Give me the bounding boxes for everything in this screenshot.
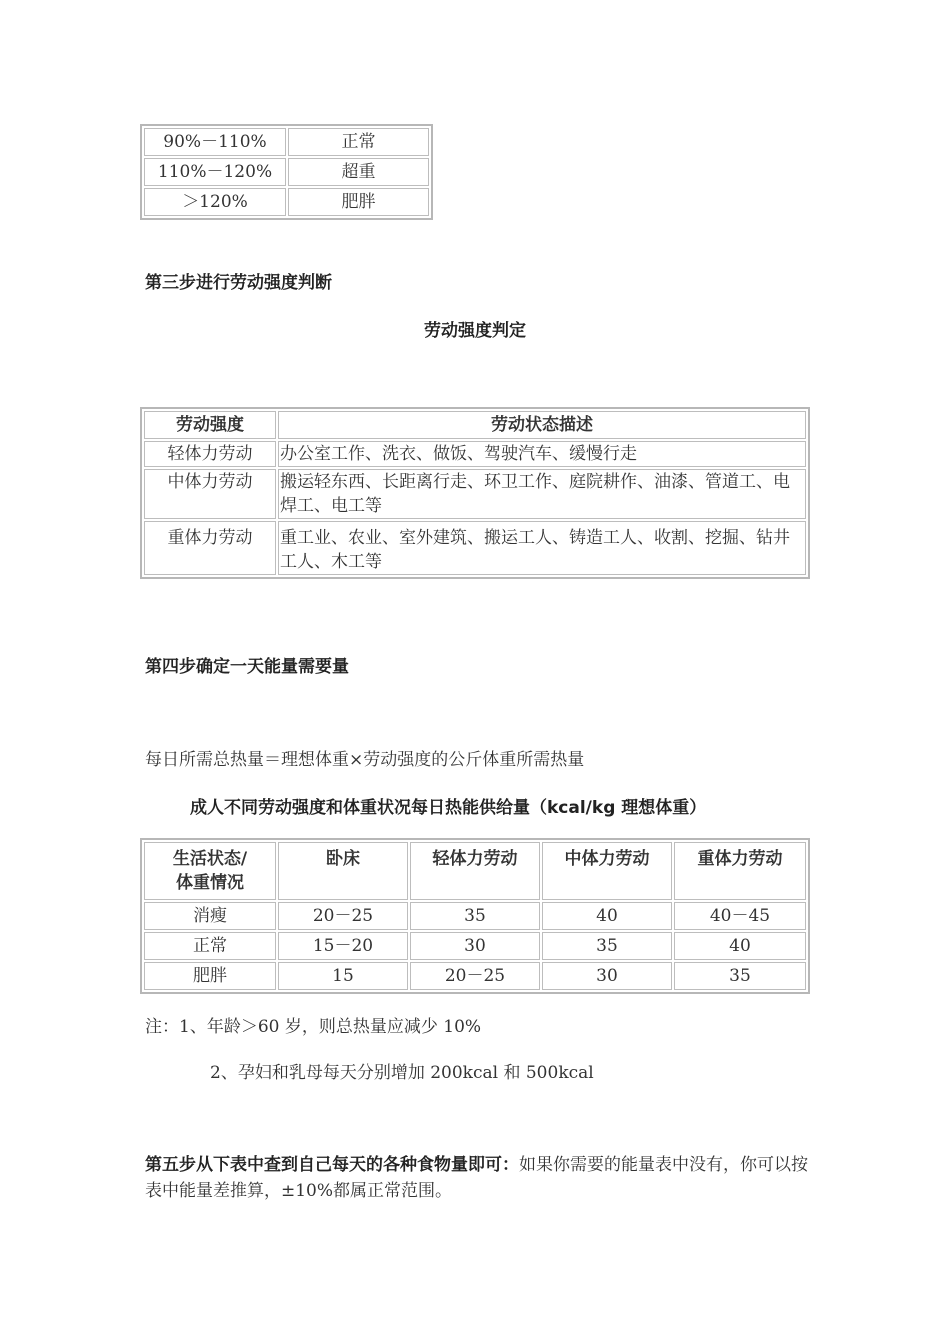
step5-paragraph <box>145 1152 815 1204</box>
table-cell: 40 <box>674 932 806 960</box>
column-header <box>144 842 276 900</box>
table-cell: 正常 <box>288 128 429 156</box>
column-header: 中体力劳动 <box>542 842 672 900</box>
table-cell: 办公室工作、洗衣、做饭、驾驶汽车、缓慢行走 <box>278 441 806 467</box>
table-cell: 35 <box>674 962 806 990</box>
table-cell: 20－25 <box>410 962 540 990</box>
table-row <box>144 441 806 467</box>
table-cell: 正常 <box>144 932 276 960</box>
note-1: 注：1、年龄＞60 岁，则总热量应减少 10% <box>145 1017 482 1037</box>
table-cell: 40 <box>542 902 672 930</box>
header-line: 生活状态/ <box>172 849 248 869</box>
labor-table-title: 劳动强度判定 <box>424 321 526 341</box>
table-row <box>144 902 806 930</box>
table-cell: 20－25 <box>278 902 408 930</box>
step4-heading: 第四步确定一天能量需要量 <box>145 657 349 677</box>
table-cell: 超重 <box>288 158 429 186</box>
column-header: 轻体力劳动 <box>410 842 540 900</box>
table-cell: 110%－120% <box>144 158 286 186</box>
table-cell: 重工业、农业、室外建筑、搬运工人、铸造工人、收割、挖掘、钻井工人、木工等 <box>278 521 806 575</box>
table-row <box>144 158 429 186</box>
table-row <box>144 932 806 960</box>
table-row <box>144 962 806 990</box>
table-cell: ＞120% <box>144 188 286 216</box>
table-cell: 轻体力劳动 <box>144 441 276 467</box>
table-row <box>144 188 429 216</box>
energy-table-title: 成人不同劳动强度和体重状况每日热能供给量（kcal/kg 理想体重） <box>190 798 707 818</box>
table-cell: 中体力劳动 <box>144 469 276 519</box>
header-line: 体重情况 <box>176 873 244 893</box>
table-cell: 搬运轻东西、长距离行走、环卫工作、庭院耕作、油漆、管道工、电焊工、电工等 <box>278 469 806 519</box>
table-cell: 15－20 <box>278 932 408 960</box>
table-cell: 40－45 <box>674 902 806 930</box>
column-header: 卧床 <box>278 842 408 900</box>
step3-heading: 第三步进行劳动强度判断 <box>145 273 332 293</box>
table-cell: 消瘦 <box>144 902 276 930</box>
note-2: 2、孕妇和乳母每天分别增加 200kcal 和 500kcal <box>210 1063 594 1083</box>
labor-intensity-table <box>140 407 810 579</box>
column-header: 重体力劳动 <box>674 842 806 900</box>
table-row <box>144 469 806 519</box>
table-cell: 重体力劳动 <box>144 521 276 575</box>
table-header-row <box>144 842 806 900</box>
table-row <box>144 521 806 575</box>
table-cell: 肥胖 <box>144 962 276 990</box>
energy-formula: 每日所需总热量＝理想体重×劳动强度的公斤体重所需热量 <box>145 750 585 770</box>
table-cell: 肥胖 <box>288 188 429 216</box>
table-cell: 35 <box>410 902 540 930</box>
energy-supply-table <box>140 838 810 994</box>
table-header-row <box>144 411 806 439</box>
column-header: 劳动状态描述 <box>278 411 806 439</box>
table-cell: 15 <box>278 962 408 990</box>
column-header: 劳动强度 <box>144 411 276 439</box>
table-cell: 35 <box>542 932 672 960</box>
table-cell: 90%－110% <box>144 128 286 156</box>
step5-heading: 第五步从下表中查到自己每天的各种食物量即可： <box>145 1155 519 1175</box>
table-cell: 30 <box>542 962 672 990</box>
step5-text: 如果你需要的能量表中没有，你可以按表中能量差推算，±10%都属正常范围。 <box>145 1155 808 1201</box>
table-row <box>144 128 429 156</box>
weight-ratio-table <box>140 124 433 220</box>
table-cell: 30 <box>410 932 540 960</box>
